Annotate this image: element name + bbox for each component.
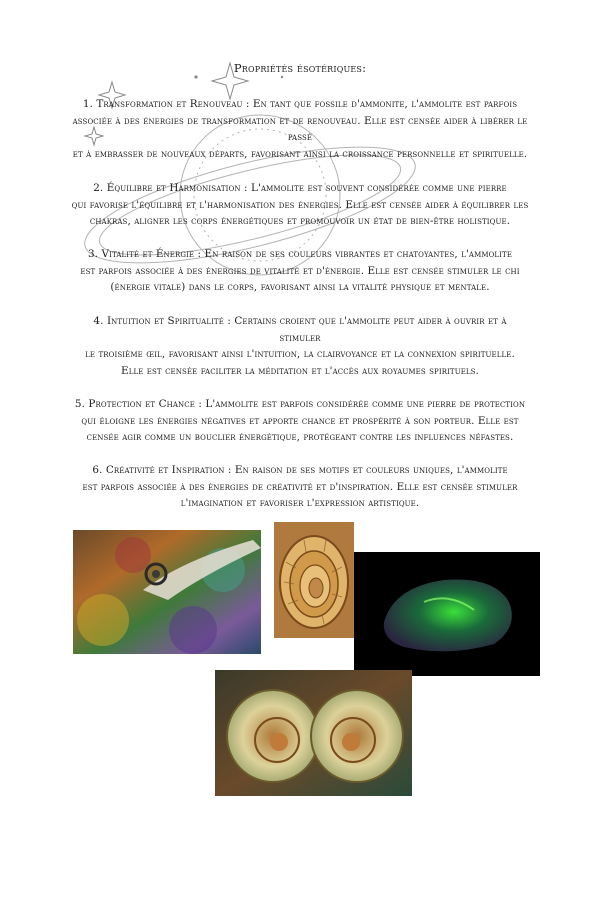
section-transformation: 1. Transformation et Renouveau : En tant que fossile d'ammonite, l'ammolite est parfois associée à des énergies de transformation et de renouveau. Elle est censée aider à libérer le passé et à embrasser de nouveaux départs, favorisant ainsi la croissance personnelle et spirituelle. [72, 98, 528, 160]
section-equilibre: 2. Équilibre et Harmonisation : L'ammolite est souvent considérée comme une pierre qui favorise l'équilibre et l'harmonisation des énergies. Elle est censée aider à équilibrer les chakras, aligner les corps énergétiques et promouvoir un état de bien-être holistique. [71, 182, 529, 227]
section-vitalite: 3. Vitalité et Énergie : En raison de ses couleurs vibrantes et chatoyantes, l'ammolite est parfois associée à des énergies de vitalité et d'énergie. Elle est censée stimuler le chi (énergie vitale) dans le corps, favorisant ainsi la vitalité physique et mentale. [80, 248, 520, 293]
section-intuition: 4. Intuition et Spiritualité : Certains croient que l'ammolite peut aider à ouvrir et à stimuler le troisième œil, favorisant ainsi l'intuition, la clairvoyance et la connexion spirituelle. Elle est censée faciliter la méditation et l'accès aux royaumes spirituels. [85, 315, 515, 377]
section-creativite: 6. Créativité et Inspiration : En raison de ses motifs et couleurs uniques, l'ammolite est parfois associée à des énergies de créativité et d'inspiration. Elle est censée stimuler l'imagination et favoriser l'expression artistique. [82, 464, 518, 509]
ammolite-pendant-photo [73, 530, 261, 654]
ammolite-stone-photo [354, 552, 540, 676]
section-protection: 5. Protection et Chance : L'ammolite est parfois considérée comme une pierre de protection qui éloigne les énergies négatives et apporte chance et prospérité à son porteur. Elle est censée agir comme un bouclier énergétique, protégeant contre les influences néfastes. [74, 398, 526, 443]
page-title: Propriétés ésotériques: [233, 61, 367, 75]
split-ammonite-photo [215, 670, 412, 796]
ammonite-fossil-photo [274, 522, 354, 638]
